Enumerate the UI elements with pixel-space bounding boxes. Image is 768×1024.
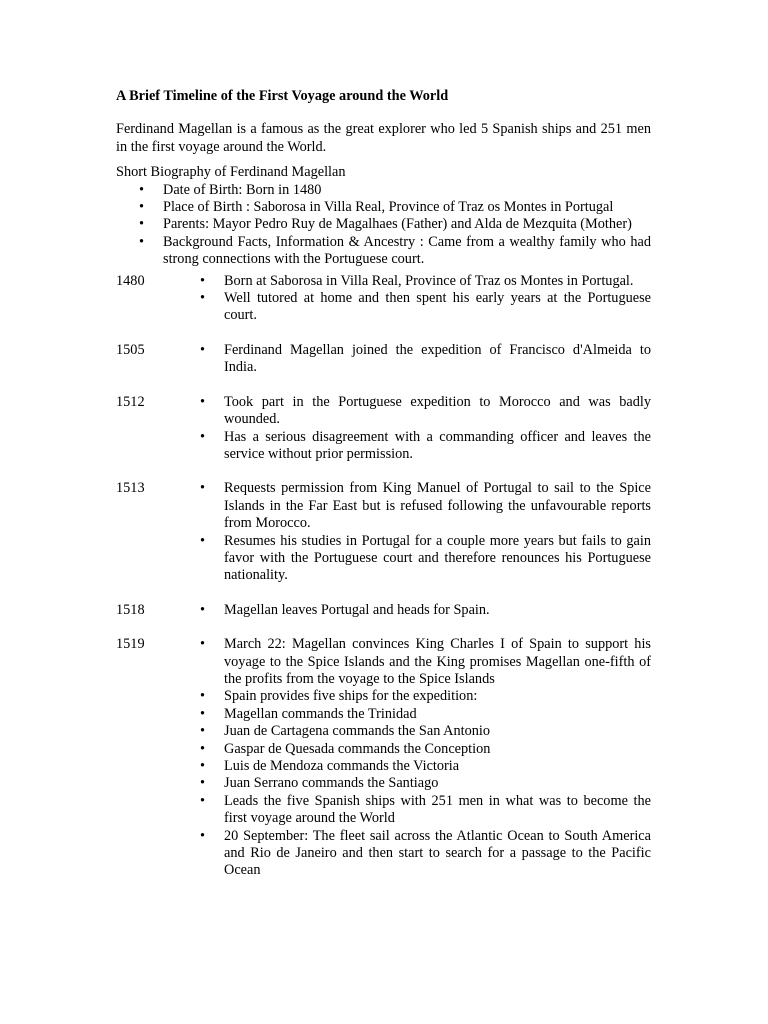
timeline-year: 1480 bbox=[116, 272, 145, 289]
timeline-event: • Well tutored at home and then spent his early years at the Portuguese court. bbox=[224, 290, 651, 325]
bio-heading: Short Biography of Ferdinand Magellan bbox=[116, 164, 346, 181]
timeline bbox=[116, 273, 651, 880]
timeline-event: • Requests permission from King Manuel of Portugal to sail to the Spice Islands in the Far East but is refused following the unfavourable reports from Morocco. bbox=[224, 480, 651, 532]
document-page bbox=[116, 88, 651, 897]
bio-list bbox=[116, 182, 651, 269]
timeline-year: 1512 bbox=[116, 393, 145, 410]
document-title: A Brief Timeline of the First Voyage around the World bbox=[116, 88, 449, 104]
bio-item-background: • Background Facts, Information & Ancestry : Came from a wealthy family who had strong connections with the Portuguese court. bbox=[163, 234, 651, 269]
bio-item-birth-date: • Date of Birth: Born in 1480 bbox=[163, 182, 651, 199]
timeline-events bbox=[224, 480, 651, 584]
timeline-event: • Spain provides five ships for the expedition: bbox=[224, 688, 651, 705]
timeline-entry bbox=[116, 342, 651, 377]
timeline-events bbox=[224, 342, 651, 377]
bio-item-parents: • Parents: Mayor Pedro Ruy de Magalhaes (Father) and Alda de Mezquita (Mother) bbox=[163, 216, 651, 233]
timeline-events bbox=[224, 602, 651, 619]
timeline-entry bbox=[116, 602, 651, 619]
timeline-entry bbox=[116, 636, 651, 880]
timeline-year: 1513 bbox=[116, 480, 145, 497]
timeline-event: • 20 September: The fleet sail across the Atlantic Ocean to South America and Rio de Janeiro and then start to search for a passage to the Pacific Ocean bbox=[224, 828, 651, 880]
timeline-year: 1505 bbox=[116, 341, 145, 358]
timeline-event: • Magellan commands the Trinidad bbox=[224, 706, 651, 723]
timeline-entry bbox=[116, 273, 651, 325]
timeline-event: • Juan de Cartagena commands the San Antonio bbox=[224, 723, 651, 740]
timeline-event: • Took part in the Portuguese expedition to Morocco and was badly wounded. bbox=[224, 394, 651, 429]
timeline-year: 1518 bbox=[116, 601, 145, 618]
timeline-events bbox=[224, 394, 651, 464]
timeline-events bbox=[224, 636, 651, 880]
bio-item-birth-place: • Place of Birth : Saborosa in Villa Real, Province of Traz os Montes in Portugal bbox=[163, 199, 651, 216]
timeline-event: • Has a serious disagreement with a commanding officer and leaves the service without prior permission. bbox=[224, 429, 651, 464]
timeline-event: • Luis de Mendoza commands the Victoria bbox=[224, 758, 651, 775]
intro-paragraph: Ferdinand Magellan is a famous as the great explorer who led 5 Spanish ships and 251 men in the first voyage around the World. bbox=[116, 121, 651, 155]
timeline-entry bbox=[116, 480, 651, 584]
timeline-events bbox=[224, 273, 651, 325]
timeline-event: • Resumes his studies in Portugal for a couple more years but fails to gain favor with the Portuguese court and therefore renounces his Portuguese nationality. bbox=[224, 533, 651, 585]
timeline-event: • Leads the five Spanish ships with 251 men in what was to become the first voyage around the World bbox=[224, 793, 651, 828]
timeline-entry bbox=[116, 394, 651, 464]
timeline-event: • Gaspar de Quesada commands the Conception bbox=[224, 741, 651, 758]
timeline-event: • Juan Serrano commands the Santiago bbox=[224, 775, 651, 792]
timeline-event: • Ferdinand Magellan joined the expedition of Francisco d'Almeida to India. bbox=[224, 342, 651, 377]
timeline-year: 1519 bbox=[116, 636, 145, 653]
timeline-event: • Born at Saborosa in Villa Real, Province of Traz os Montes in Portugal. bbox=[224, 273, 651, 290]
timeline-event: • Magellan leaves Portugal and heads for Spain. bbox=[224, 602, 651, 619]
timeline-event: • March 22: Magellan convinces King Charles I of Spain to support his voyage to the Spice Islands and the King promises Magellan one-fifth of the profits from the voyage to the Spice Islands bbox=[224, 636, 651, 688]
